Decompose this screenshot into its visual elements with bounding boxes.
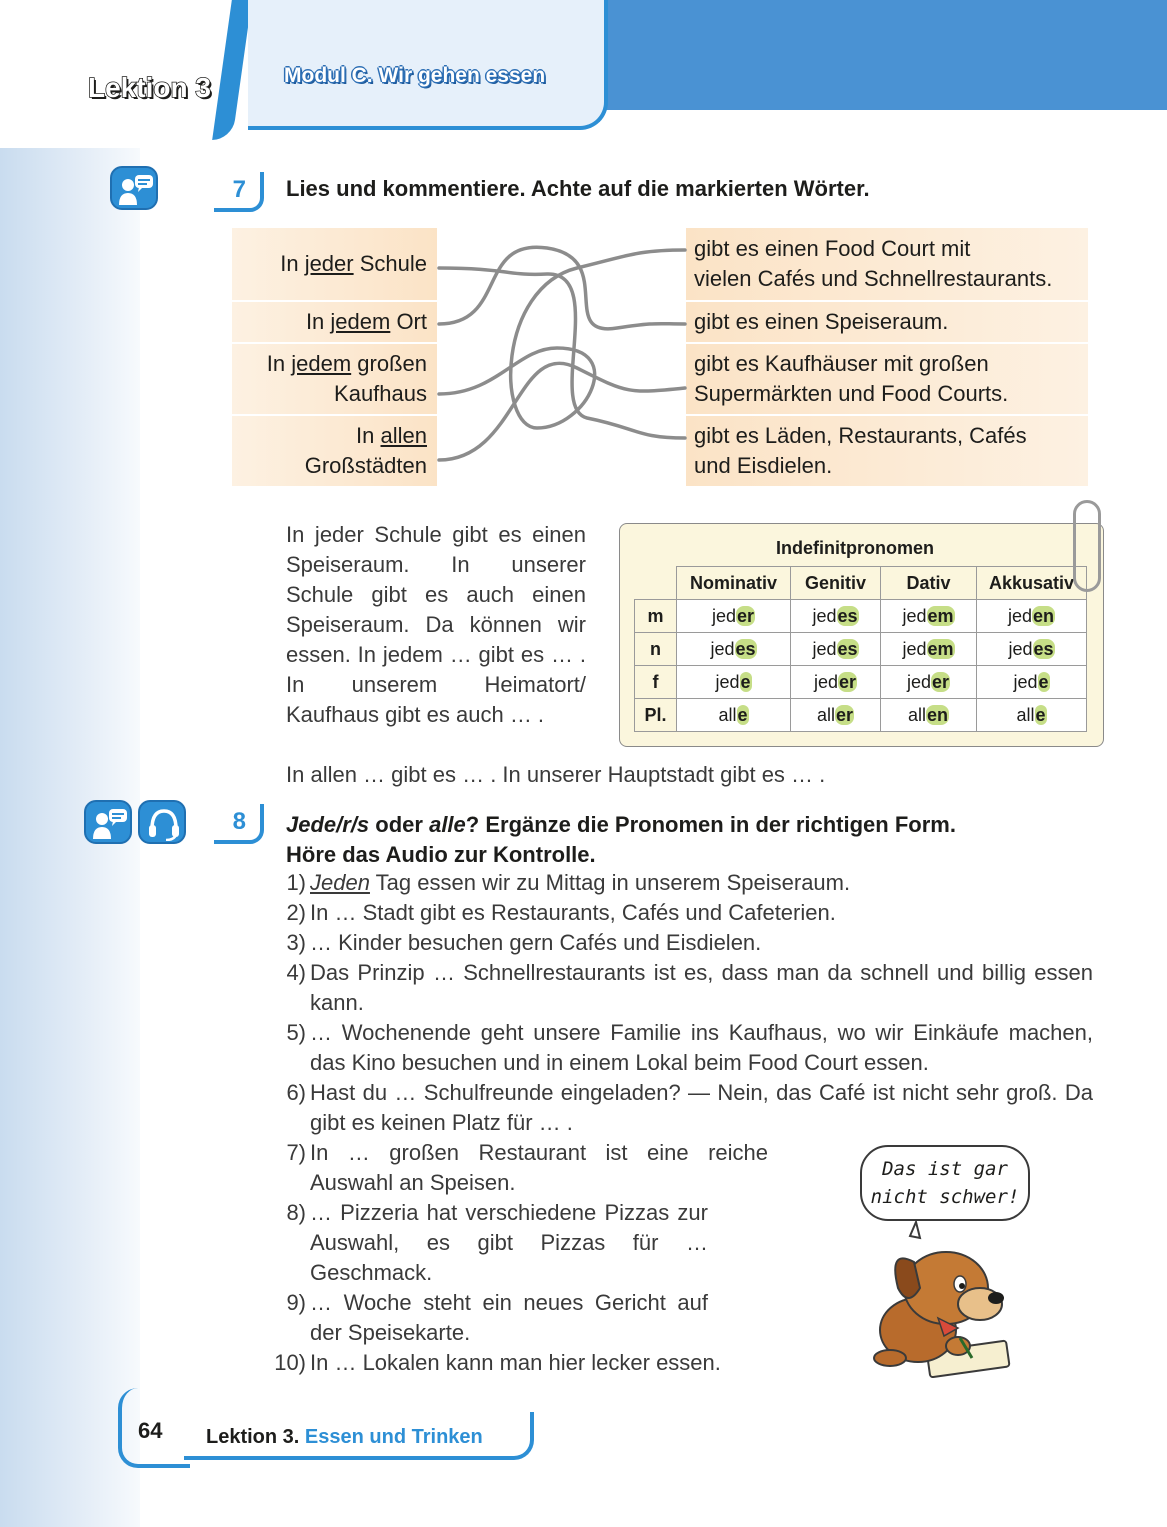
table-row: f jede jeder jeder jede — [635, 666, 1087, 699]
match-left-2: In jedem Ort — [232, 302, 437, 342]
list-item: 5) … Wochenende geht unsere Familie ins Kaufhaus, wo wir Einkäufe machen, das Kino besuchen und in einem Lokal beim Food Court essen. — [286, 1020, 1093, 1075]
table-row: n jedes jedes jedem jedes — [635, 633, 1087, 666]
dog-illustration — [868, 1218, 1028, 1378]
list-item: 8) … Pizzeria hat verschiedene Pizzas zur Auswahl, es gibt Pizzas für … Geschmack. — [286, 1200, 708, 1285]
page-number: 64 — [138, 1418, 163, 1443]
list-item: 9) … Woche steht ein neues Gericht auf der Speisekarte. — [286, 1290, 708, 1345]
header-dativ: Dativ — [881, 567, 977, 600]
list-item: 4) Das Prinzip … Schnellrestaurants ist es, dass man da schnell und billig essen kann. — [286, 960, 1093, 1015]
speech-people-icon — [110, 166, 158, 210]
list-item: 3) … Kinder besuchen gern Cafés und Eisdielen. — [286, 930, 762, 955]
list-item: 10) In … Lokalen kann man hier lecker essen. — [274, 1350, 721, 1375]
table-row: Pl. alle aller allen alle — [635, 699, 1087, 732]
speech-people-icon — [84, 800, 132, 844]
list-item: 1) Jeden Tag essen wir zu Mittag in unserem Speiseraum. — [286, 870, 851, 895]
header-akkusativ: Akkusativ — [977, 567, 1087, 600]
headphones-icon — [138, 800, 186, 844]
match-left-4: In allen Großstädten — [232, 416, 437, 486]
top-blue-band — [600, 0, 1167, 110]
task-7-title: Lies und kommentiere. Achte auf die markierten Wörter. — [286, 176, 870, 201]
footer-title: Lektion 3. Essen und Trinken — [206, 1426, 483, 1448]
list-item: 7) In … großen Restaurant ist eine reiche Auswahl an Speisen. — [286, 1140, 768, 1195]
match-right-1: gibt es einen Food Court mit vielen Cafés und Schnellrestaurants. — [686, 228, 1088, 300]
task-8-title: Jede/r/s oder alle? Ergänze die Pronomen in der richtigen Form. Höre das Audio zur Kontrolle. — [286, 812, 956, 867]
indefinite-pronoun-table — [619, 523, 1104, 747]
task-8-number: 8 — [214, 804, 264, 844]
speech-bubble: Das ist gar nicht schwer! — [860, 1145, 1030, 1221]
sample-paragraph: In jeder Schule gibt es einen Speiseraum. In unserer Schule gibt es auch einen Speiseraum. Da können wir essen. In jedem … gibt es … . In unserem Heimatort/ Kaufhaus gibt es auch … . — [286, 522, 586, 727]
task-7-number: 7 — [214, 172, 264, 212]
header-nominativ: Nominativ — [677, 567, 791, 600]
match-right-4: gibt es Läden, Restaurants, Cafés und Eisdielen. — [686, 416, 1088, 486]
list-item: 6) Hast du … Schulfreunde eingeladen? — Nein, das Café ist nicht sehr groß. Da gibt es keinen Platz für … . — [286, 1080, 1093, 1135]
lektion-badge: Lektion 3 — [88, 72, 211, 103]
table-title: Indefinitpronomen — [776, 538, 934, 558]
match-right-2: gibt es einen Speiseraum. — [686, 302, 1088, 342]
header-genitiv: Genitiv — [791, 567, 881, 600]
match-left-3: In jedem großen Kaufhaus — [232, 344, 437, 414]
sample-paragraph-last-line: In allen … gibt es … . In unserer Hauptstadt gibt es … . — [286, 762, 826, 787]
match-left-1: In jeder Schule — [232, 228, 437, 300]
paperclip-icon — [1073, 500, 1101, 592]
match-right-3: gibt es Kaufhäuser mit großen Supermärkten und Food Courts. — [686, 344, 1088, 414]
table-row: m jeder jedes jedem jeden — [635, 600, 1087, 633]
matching-lines — [437, 228, 687, 488]
pronoun-table — [634, 566, 1087, 732]
modul-title: Modul C. Wir gehen essen — [284, 64, 546, 87]
left-page-band — [0, 0, 140, 1527]
list-item: 2) In … Stadt gibt es Restaurants, Cafés und Cafeterien. — [286, 900, 836, 925]
